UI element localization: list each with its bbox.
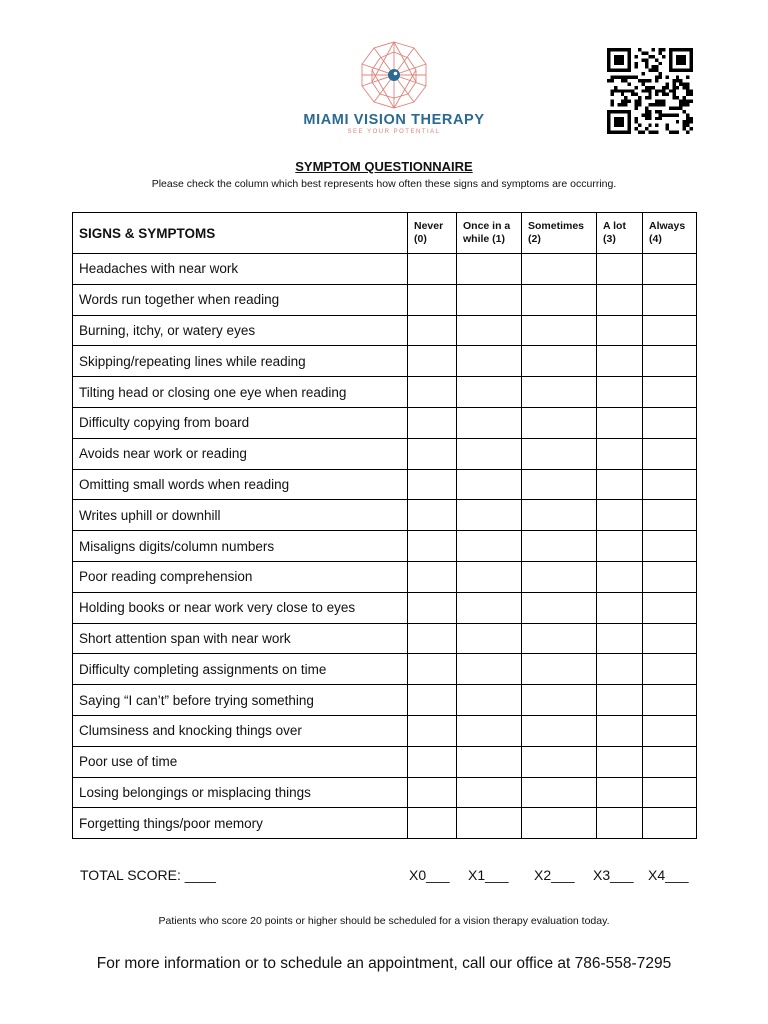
symptom-label: Clumsiness and knocking things over: [73, 715, 408, 746]
symptom-label: Writes uphill or downhill: [73, 500, 408, 531]
logo: [296, 40, 492, 140]
rating-checkbox-cell[interactable]: [522, 561, 597, 592]
rating-checkbox-cell[interactable]: [643, 654, 697, 685]
rating-checkbox-cell[interactable]: [408, 777, 457, 808]
column-header-5: [643, 213, 697, 254]
symptom-label: Omitting small words when reading: [73, 469, 408, 500]
table-row: [73, 623, 697, 654]
score-multiplier-4: X4___: [648, 867, 689, 883]
rating-checkbox-cell[interactable]: [457, 469, 522, 500]
rating-checkbox-cell[interactable]: [408, 561, 457, 592]
rating-checkbox-cell[interactable]: [597, 346, 643, 377]
rating-checkbox-cell[interactable]: [457, 561, 522, 592]
rating-checkbox-cell[interactable]: [643, 315, 697, 346]
column-header-3: [522, 213, 597, 254]
symptom-label: Saying “I can’t” before trying something: [73, 685, 408, 716]
rating-checkbox-cell[interactable]: [457, 346, 522, 377]
table-row: [73, 346, 697, 377]
table-row: [73, 377, 697, 408]
instructions: Please check the column which best represents how often these signs and symptoms are occurring.: [151, 178, 617, 190]
rating-checkbox-cell[interactable]: [408, 746, 457, 777]
table-row: [73, 592, 697, 623]
table-row: [73, 808, 697, 839]
table-row: [73, 500, 697, 531]
column-header-2: [457, 213, 522, 254]
rating-checkbox-cell[interactable]: [643, 685, 697, 716]
rating-checkbox-cell[interactable]: [408, 592, 457, 623]
rating-checkbox-cell[interactable]: [522, 315, 597, 346]
table-row: [73, 315, 697, 346]
brand-name: MIAMI VISION THERAPY: [303, 112, 485, 128]
symptom-label: Words run together when reading: [73, 284, 408, 315]
column-header-label: Never: [414, 220, 444, 232]
rating-checkbox-cell[interactable]: [457, 438, 522, 469]
table-header-row: [73, 213, 697, 254]
table-row: [73, 284, 697, 315]
table-row: [73, 685, 697, 716]
column-header-signs: [73, 213, 408, 254]
rating-checkbox-cell[interactable]: [597, 685, 643, 716]
contact-info: For more information or to schedule an appointment, call our office at 786-558-7295: [96, 955, 672, 972]
column-header-label: Once in a: [463, 220, 511, 232]
rating-checkbox-cell[interactable]: [457, 808, 522, 839]
rating-checkbox-cell[interactable]: [408, 654, 457, 685]
rating-checkbox-cell[interactable]: [408, 346, 457, 377]
rating-checkbox-cell[interactable]: [457, 715, 522, 746]
rating-checkbox-cell[interactable]: [643, 407, 697, 438]
rating-checkbox-cell[interactable]: [522, 377, 597, 408]
rating-checkbox-cell[interactable]: [408, 685, 457, 716]
rating-checkbox-cell[interactable]: [643, 623, 697, 654]
rating-checkbox-cell[interactable]: [408, 284, 457, 315]
rating-checkbox-cell[interactable]: [522, 531, 597, 562]
rating-checkbox-cell[interactable]: [457, 654, 522, 685]
rating-checkbox-cell[interactable]: [643, 592, 697, 623]
rating-checkbox-cell[interactable]: [597, 654, 643, 685]
rating-checkbox-cell[interactable]: [408, 315, 457, 346]
rating-checkbox-cell[interactable]: [597, 438, 643, 469]
symptom-label: Headaches with near work: [73, 254, 408, 285]
rating-checkbox-cell[interactable]: [457, 531, 522, 562]
rating-checkbox-cell[interactable]: [457, 746, 522, 777]
rating-checkbox-cell[interactable]: [457, 284, 522, 315]
rating-checkbox-cell[interactable]: [643, 254, 697, 285]
rating-checkbox-cell[interactable]: [643, 531, 697, 562]
rating-checkbox-cell[interactable]: [522, 777, 597, 808]
symptom-label: Difficulty copying from board: [73, 407, 408, 438]
rating-checkbox-cell[interactable]: [522, 623, 597, 654]
rating-checkbox-cell[interactable]: [522, 469, 597, 500]
rating-checkbox-cell[interactable]: [408, 623, 457, 654]
column-header-label: Sometimes: [528, 220, 585, 232]
rating-checkbox-cell[interactable]: [457, 623, 522, 654]
table-row: [73, 438, 697, 469]
rating-checkbox-cell[interactable]: [408, 438, 457, 469]
rating-checkbox-cell[interactable]: [597, 746, 643, 777]
score-note: Patients who score 20 points or higher should be scheduled for a vision therapy evaluation today.: [158, 915, 610, 927]
rating-checkbox-cell[interactable]: [643, 715, 697, 746]
column-header-score: (2): [528, 233, 541, 245]
rating-checkbox-cell[interactable]: [408, 500, 457, 531]
rating-checkbox-cell[interactable]: [408, 808, 457, 839]
rating-checkbox-cell[interactable]: [408, 715, 457, 746]
rating-checkbox-cell[interactable]: [643, 561, 697, 592]
eye-brain-logo-icon: [358, 40, 430, 110]
rating-checkbox-cell[interactable]: [597, 777, 643, 808]
score-multiplier-3: X3___: [593, 867, 634, 883]
rating-checkbox-cell[interactable]: [643, 377, 697, 408]
brand-tagline: SEE YOUR POTENTIAL: [347, 129, 441, 135]
score-multiplier-2: X2___: [534, 867, 575, 883]
symptom-table: [72, 212, 697, 839]
rating-checkbox-cell[interactable]: [643, 808, 697, 839]
rating-checkbox-cell[interactable]: [597, 407, 643, 438]
rating-checkbox-cell[interactable]: [408, 377, 457, 408]
rating-checkbox-cell[interactable]: [522, 284, 597, 315]
rating-checkbox-cell[interactable]: [522, 654, 597, 685]
rating-checkbox-cell[interactable]: [457, 377, 522, 408]
symptom-label: Skipping/repeating lines while reading: [73, 346, 408, 377]
symptom-label: Avoids near work or reading: [73, 438, 408, 469]
column-header-score: (3): [603, 233, 616, 245]
rating-checkbox-cell[interactable]: [522, 254, 597, 285]
rating-checkbox-cell[interactable]: [457, 777, 522, 808]
table-row: [73, 469, 697, 500]
rating-checkbox-cell[interactable]: [643, 284, 697, 315]
table-row: [73, 746, 697, 777]
rating-checkbox-cell[interactable]: [643, 438, 697, 469]
rating-checkbox-cell[interactable]: [522, 592, 597, 623]
rating-checkbox-cell[interactable]: [643, 746, 697, 777]
column-header-score: while (1): [463, 233, 506, 245]
symptom-label: Losing belongings or misplacing things: [73, 777, 408, 808]
rating-checkbox-cell[interactable]: [457, 592, 522, 623]
rating-checkbox-cell[interactable]: [457, 315, 522, 346]
column-header-1: [408, 213, 457, 254]
rating-checkbox-cell[interactable]: [457, 685, 522, 716]
table-row: [73, 777, 697, 808]
rating-checkbox-cell[interactable]: [643, 346, 697, 377]
column-header-4: [597, 213, 643, 254]
symptom-label: Misaligns digits/column numbers: [73, 531, 408, 562]
rating-checkbox-cell[interactable]: [457, 407, 522, 438]
rating-checkbox-cell[interactable]: [522, 715, 597, 746]
rating-checkbox-cell[interactable]: [457, 500, 522, 531]
rating-checkbox-cell[interactable]: [522, 685, 597, 716]
symptom-label: Burning, itchy, or watery eyes: [73, 315, 408, 346]
rating-checkbox-cell[interactable]: [522, 346, 597, 377]
column-header-label: Always: [649, 220, 686, 232]
rating-checkbox-cell[interactable]: [597, 500, 643, 531]
table-row: [73, 654, 697, 685]
rating-checkbox-cell[interactable]: [522, 808, 597, 839]
column-header-label: SIGNS & SYMPTOMS: [79, 225, 216, 241]
table-row: [73, 531, 697, 562]
rating-checkbox-cell[interactable]: [597, 254, 643, 285]
rating-checkbox-cell[interactable]: [597, 623, 643, 654]
column-header-label: A lot: [603, 220, 626, 232]
qr-code-icon: [607, 48, 693, 134]
rating-checkbox-cell[interactable]: [408, 254, 457, 285]
symptom-label: Poor use of time: [73, 746, 408, 777]
column-header-score: (4): [649, 233, 662, 245]
rating-checkbox-cell[interactable]: [408, 531, 457, 562]
rating-checkbox-cell[interactable]: [597, 808, 643, 839]
rating-checkbox-cell[interactable]: [597, 715, 643, 746]
total-score: TOTAL SCORE: ____: [80, 867, 216, 883]
rating-checkbox-cell[interactable]: [522, 407, 597, 438]
symptom-label: Short attention span with near work: [73, 623, 408, 654]
symptom-label: Forgetting things/poor memory: [73, 808, 408, 839]
rating-checkbox-cell[interactable]: [522, 500, 597, 531]
rating-checkbox-cell[interactable]: [597, 592, 643, 623]
symptom-label: Difficulty completing assignments on time: [73, 654, 408, 685]
rating-checkbox-cell[interactable]: [522, 438, 597, 469]
column-header-score: (0): [414, 233, 427, 245]
rating-checkbox-cell[interactable]: [597, 469, 643, 500]
symptom-label: Tilting head or closing one eye when reading: [73, 377, 408, 408]
rating-checkbox-cell[interactable]: [408, 469, 457, 500]
table-row: [73, 715, 697, 746]
table-row: [73, 407, 697, 438]
score-multiplier-0: X0___: [409, 867, 450, 883]
rating-checkbox-cell[interactable]: [408, 407, 457, 438]
rating-checkbox-cell[interactable]: [643, 777, 697, 808]
page-title: SYMPTOM QUESTIONNAIRE: [295, 159, 473, 174]
score-multiplier-1: X1___: [468, 867, 509, 883]
symptom-label: Holding books or near work very close to eyes: [73, 592, 408, 623]
rating-checkbox-cell[interactable]: [597, 377, 643, 408]
rating-checkbox-cell[interactable]: [643, 500, 697, 531]
table-row: [73, 254, 697, 285]
rating-checkbox-cell[interactable]: [597, 315, 643, 346]
rating-checkbox-cell[interactable]: [597, 561, 643, 592]
symptom-label: Poor reading comprehension: [73, 561, 408, 592]
rating-checkbox-cell[interactable]: [643, 469, 697, 500]
rating-checkbox-cell[interactable]: [597, 284, 643, 315]
table-row: [73, 561, 697, 592]
rating-checkbox-cell[interactable]: [522, 746, 597, 777]
rating-checkbox-cell[interactable]: [457, 254, 522, 285]
rating-checkbox-cell[interactable]: [597, 531, 643, 562]
